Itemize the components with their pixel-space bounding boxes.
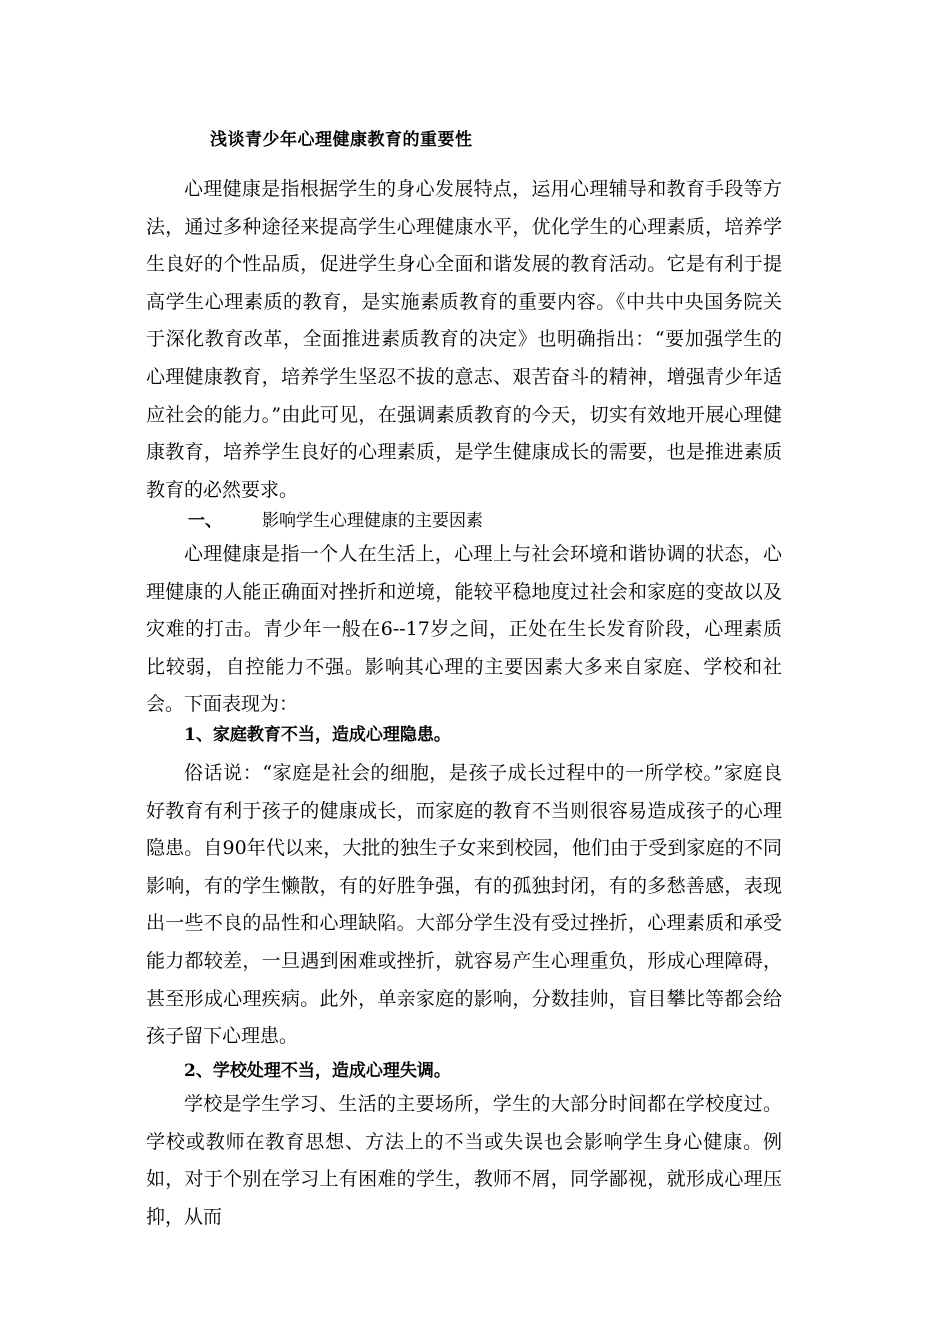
subheading-school-handling: 2、学校处理不当，造成心理失调。 (184, 1061, 451, 1081)
section-heading-1 (188, 506, 483, 531)
school-handling-paragraph: 学校是学生学习、生活的主要场所，学生的大部分时间都在学校度过。学校或教师在教育思想、方法上的不当或失误也会影响学生身心健康。例如，对于个别在学习上有困难的学生，教师不屑，同学鄙视，就形成心理压抑，从而 (146, 1093, 782, 1228)
section-number: 一、 (188, 511, 222, 531)
family-education-paragraph: 俗话说：“家庭是社会的细胞，是孩子成长过程中的一所学校。”家庭良好教育有利于孩子的健康成长，而家庭的教育不当则很容易造成孩子的心理隐患。自90年代以来，大批的独生子女来到校园，他们由于受到家庭的不同影响，有的学生懒散，有的好胜争强，有的孤独封闭，有的多愁善感，表现出一些不良的品性和心理缺陷。大部分学生没有受过挫折，心理素质和承受能力都较差，一旦遇到困难或挫折，就容易产生心理重负，形成心理障碍，甚至形成心理疾病。此外，单亲家庭的影响，分数挂帅，盲目攀比等都会给孩子留下心理患。 (146, 762, 782, 1048)
subheading-family-education: 1、家庭教育不当，造成心理隐患。 (184, 725, 451, 745)
intro-paragraph: 心理健康是指根据学生的身心发展特点，运用心理辅导和教育手段等方法，通过多种途径来提高学生心理健康水平，优化学生的心理素质，培养学生良好的个性品质，促进学生身心全面和谐发展的教育活动。它是有利于提高学生心理素质的教育，是实施素质教育的重要内容。《中共中央国务院关于深化教育改革，全面推进素质教育的决定》也明确指出：“要加强学生的心理健康教育，培养学生坚忍不拔的意志、艰苦奋斗的精神，增强青少年适应社会的能力。”由此可见，在强调素质教育的今天，切实有效地开展心理健康教育，培养学生良好的心理素质，是学生健康成长的需要，也是推进素质教育的必然要求。 (146, 178, 782, 501)
document-title: 浅谈青少年心理健康教育的重要性 (210, 130, 473, 150)
section-1-paragraph: 心理健康是指一个人在生活上，心理上与社会环境和谐协调的状态，心理健康的人能正确面对挫折和逆境，能较平稳地度过社会和家庭的变故以及灾难的打击。青少年一般在6--17岁之间，正处在生长发育阶段，心理素质比较弱，自控能力不强。影响其心理的主要因素大多来自家庭、学校和社会。下面表现为： (146, 543, 782, 716)
section-heading-text: 影响学生心理健康的主要因素 (262, 511, 483, 531)
